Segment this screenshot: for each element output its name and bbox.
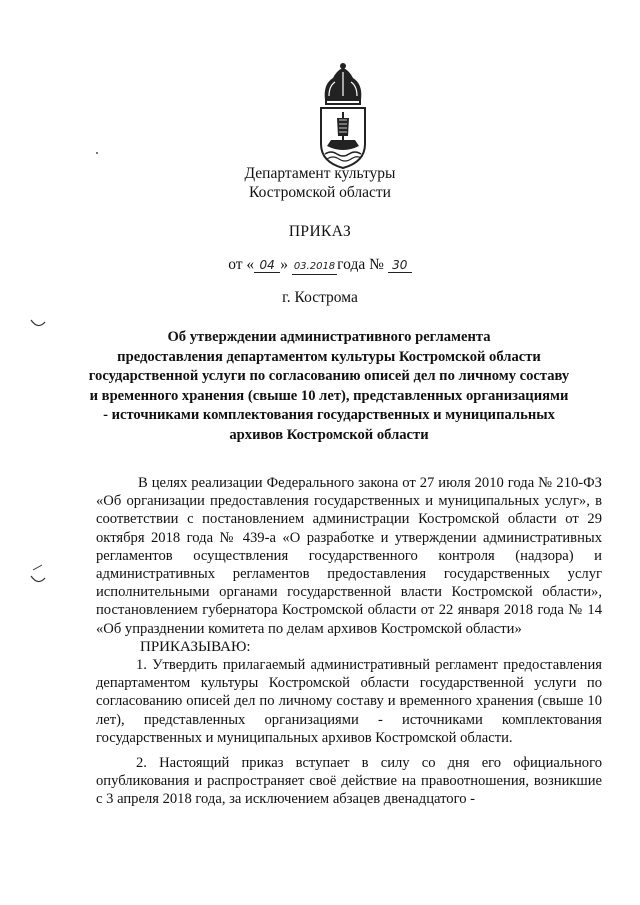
handwritten-order-number: 30 bbox=[388, 258, 412, 273]
order-item-2: 2. Настоящий приказ вступает в силу со дня его официального опубликования и распространяет своё действие на правоотношения, возникшие с 3 апреля 2018 года, за исключением абзацев двенадцатого - bbox=[96, 755, 602, 808]
scan-dot bbox=[96, 152, 98, 154]
handwritten-month-year: 03.2018 bbox=[292, 260, 337, 275]
handwritten-day: 04 bbox=[254, 258, 280, 273]
document-type-title: ПРИКАЗ bbox=[288, 223, 352, 240]
city-line: г. Кострома bbox=[282, 289, 358, 306]
margin-punch-mark bbox=[30, 318, 46, 330]
department-name: Департамент культуры Костромской области bbox=[244, 165, 396, 201]
order-item-1: 1. Утвердить прилагаемый административный регламент предоставления департаментом культуры Костромской области государственной услуги по согласованию описей дел по личному составу и временного хранения (свыше 10 лет), представленных организациями - источниками комплектования государственных и муниципальных архивов Костромской области. bbox=[96, 657, 602, 746]
order-date-number: от « 04 » 03.2018 года № 30 bbox=[0, 255, 640, 275]
document-heading: Об утверждении административного регламента предоставления департаментом культуры Костромской области государственной услуги по согласованию описей дел по личному составу и временного хранения (свыше 10 лет), представленных организациями - источниками комплектования государственных и муниципальных архивов Костромской области bbox=[88, 329, 570, 443]
margin-punch-mark bbox=[30, 574, 46, 586]
margin-punch-mark bbox=[30, 562, 46, 574]
preamble-paragraph: В целях реализации Федерального закона от 27 июля 2010 года № 210-ФЗ «Об организации предоставления государственных и муниципальных услуг», в соответствии с постановлением администрации Костромской области от 29 октября 2018 года № 439-а «О разработке и утверждении административных регламентов осуществления государственного контроля (надзора) и административных регламентов предоставления государственных услуг исполнительными органами государственной власти Костромской области», постановлением губернатора Костромской области от 22 января 2018 года № 14 «Об упразднении комитета по делам архивов Костромской области» bbox=[96, 475, 602, 637]
order-word: ПРИКАЗЫВАЮ: bbox=[140, 638, 251, 655]
coat-of-arms-emblem bbox=[315, 62, 371, 170]
document-body bbox=[96, 474, 602, 809]
